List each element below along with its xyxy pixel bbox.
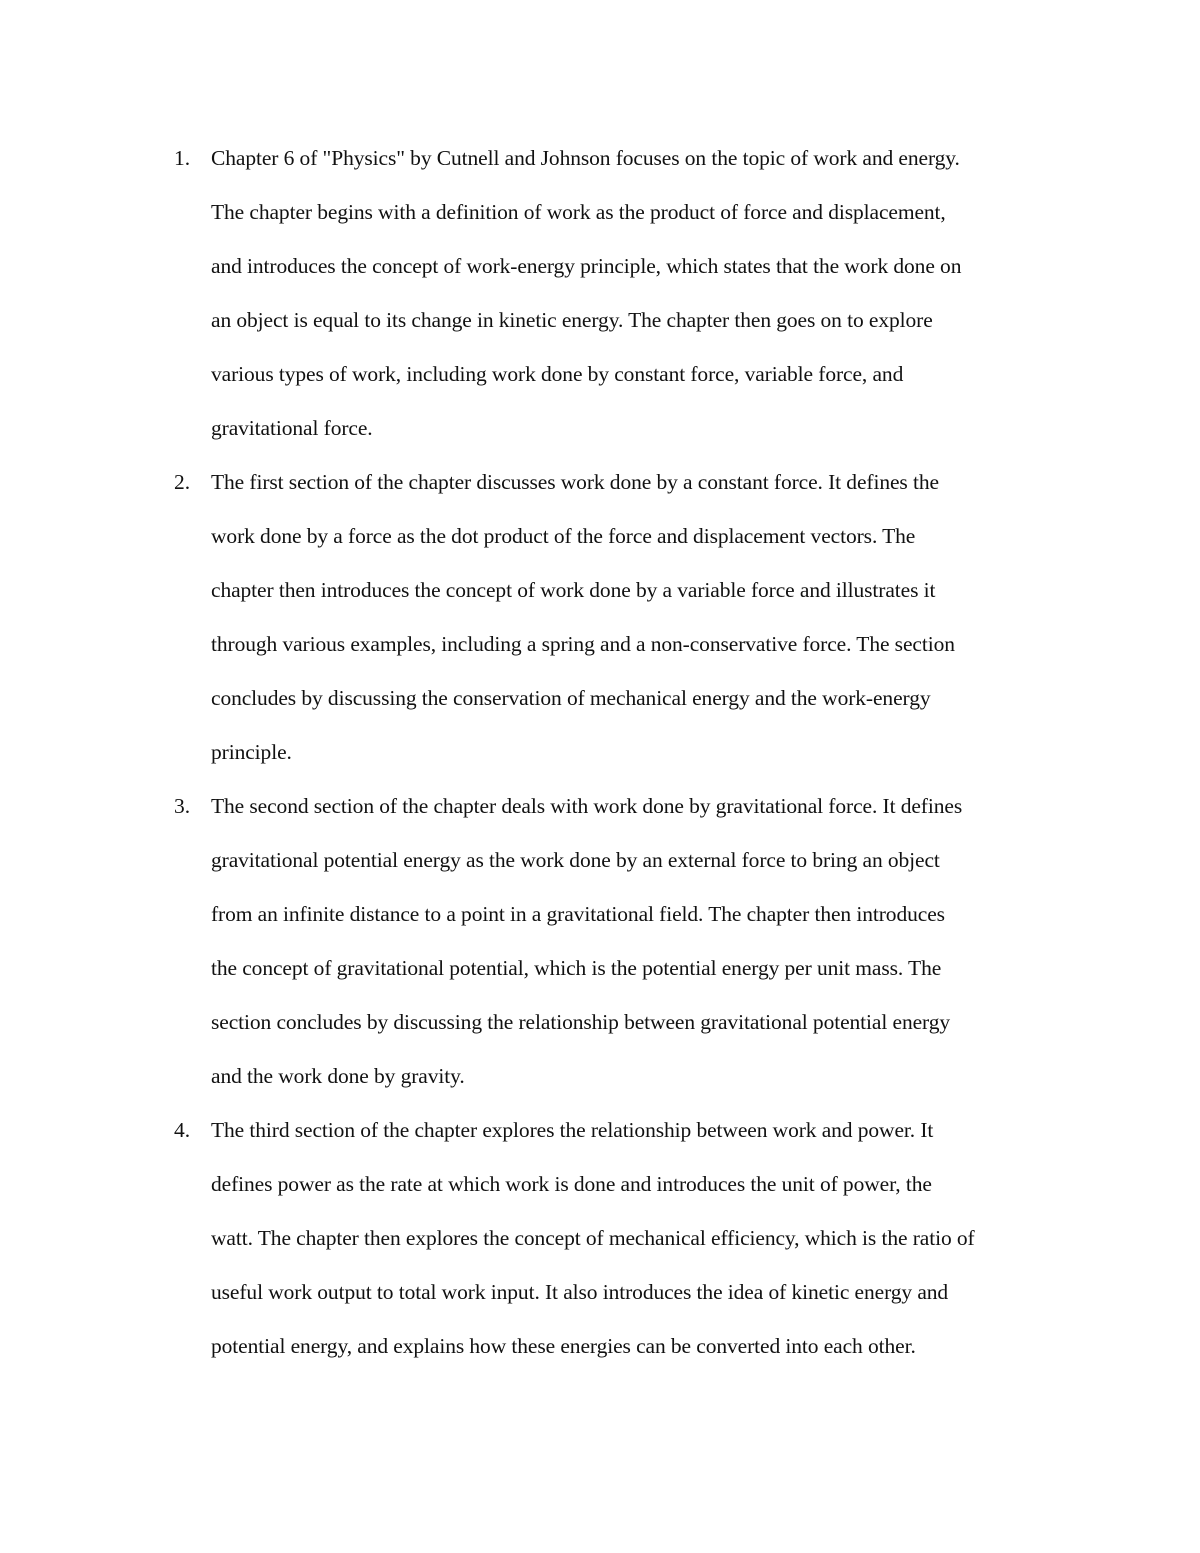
list-item-line: Chapter 6 of "Physics" by Cutnell and Johnson focuses on the topic of work and energy. [211,146,960,170]
list-item-line: and introduces the concept of work-energy principle, which states that the work done on [211,254,962,278]
list-item-line: and the work done by gravity. [211,1064,465,1088]
list-item-number: 2. [174,470,191,494]
list-item-line: various types of work, including work done by constant force, variable force, and [211,362,904,386]
list-item-line: section concludes by discussing the relationship between gravitational potential energy [211,1010,951,1034]
list-item-line: The third section of the chapter explores the relationship between work and power. It [211,1118,934,1142]
list-item-line: from an infinite distance to a point in a gravitational field. The chapter then introduces [211,902,945,926]
list-item-number: 4. [174,1118,191,1142]
list-item-line: The chapter begins with a definition of work as the product of force and displacement, [211,200,946,224]
list-item-line: the concept of gravitational potential, which is the potential energy per unit mass. The [211,956,942,980]
list-item-number: 1. [174,146,191,170]
list-item-line: through various examples, including a spring and a non-conservative force. The section [211,632,955,656]
list-item-line: The second section of the chapter deals with work done by gravitational force. It defines [211,794,963,818]
list-item-line: gravitational potential energy as the work done by an external force to bring an object [211,848,940,872]
list-item-line: watt. The chapter then explores the concept of mechanical efficiency, which is the ratio of [211,1226,975,1250]
list-item-line: principle. [211,740,292,764]
list-item-line: work done by a force as the dot product of the force and displacement vectors. The [211,524,916,548]
list-item-line: useful work output to total work input. It also introduces the idea of kinetic energy and [211,1280,949,1304]
list-item-line: potential energy, and explains how these energies can be converted into each other. [211,1334,916,1358]
list-item-line: concludes by discussing the conservation of mechanical energy and the work-energy [211,686,931,710]
list-item-line: gravitational force. [211,416,373,440]
list-item-line: chapter then introduces the concept of work done by a variable force and illustrates it [211,578,936,602]
list-item-line: defines power as the rate at which work is done and introduces the unit of power, the [211,1172,932,1196]
list-item-line: The first section of the chapter discusses work done by a constant force. It defines the [211,470,939,494]
list-item-line: an object is equal to its change in kinetic energy. The chapter then goes on to explore [211,308,933,332]
list-item-number: 3. [174,794,191,818]
